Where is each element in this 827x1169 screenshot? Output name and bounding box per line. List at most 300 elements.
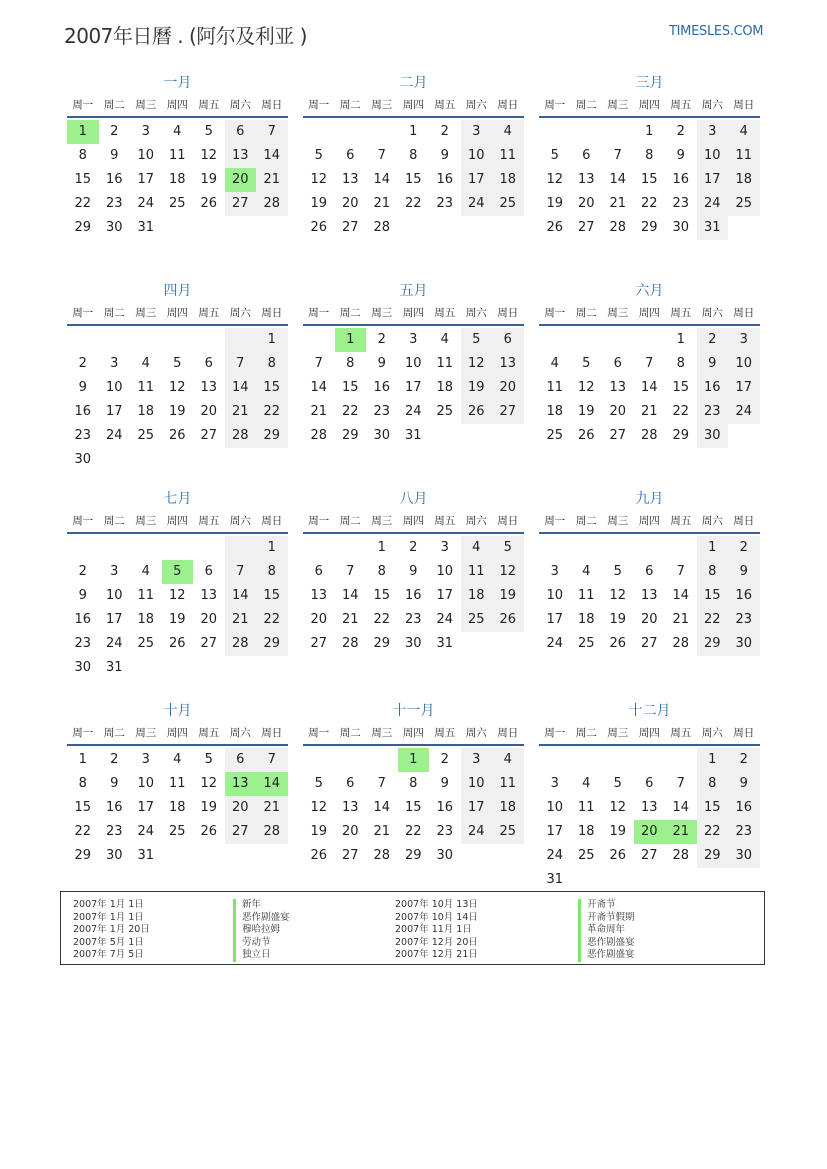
day-cell: 6 [225, 748, 257, 772]
page-title: 2007年日曆 . (阿尔及利亚 ) [64, 24, 307, 48]
weekday-label: 周四 [166, 727, 188, 739]
weekday-label: 周一 [72, 515, 94, 527]
legend-date: 2007年 7月 5日 [73, 949, 144, 961]
day-cell: 19 [609, 824, 627, 839]
day-cell: 24 [697, 192, 729, 216]
empty-cell [130, 328, 162, 352]
weekday-label: 周四 [166, 99, 188, 111]
weekday-label: 周五 [198, 99, 220, 111]
day-cell: 31 [697, 216, 729, 240]
day-cell: 11 [577, 800, 595, 815]
day-cell: 8 [377, 564, 386, 579]
day-cell: 10 [105, 380, 123, 395]
day-cell: 5 [550, 148, 559, 163]
weekday-label: 周一 [72, 99, 94, 111]
legend-date: 2007年 1月 1日 [73, 899, 144, 910]
weekday-header [303, 722, 524, 746]
day-cell: 12 [168, 380, 186, 395]
day-cell: 30 [672, 220, 690, 235]
day-cell: 24 [546, 848, 564, 863]
day-cell: 16 [74, 612, 92, 627]
day-cell: 26 [609, 848, 627, 863]
month-title: 十一月 [392, 703, 435, 719]
legend-holiday-name: 恶作剧盛宴 [578, 949, 635, 962]
empty-cell [303, 120, 335, 144]
day-cell: 16 [728, 796, 760, 820]
weekday-label: 周六 [701, 307, 723, 319]
empty-cell [193, 536, 225, 560]
day-cell: 14 [609, 172, 627, 187]
day-cell: 5 [314, 148, 323, 163]
weekday-label: 周一 [72, 307, 94, 319]
day-cell: 17 [436, 588, 454, 603]
day-cell: 4 [440, 332, 449, 347]
day-cell: 1 [645, 124, 654, 139]
day-cell: 2 [110, 124, 119, 139]
day-cell: 25 [168, 824, 186, 839]
day-cell: 4 [582, 564, 591, 579]
weekday-label: 周二 [103, 99, 125, 111]
day-cell: 31 [137, 848, 155, 863]
month-title: 四月 [163, 283, 192, 299]
legend-date: 2007年 1月 1日 [73, 911, 144, 923]
day-cell: 31 [404, 428, 422, 443]
day-cell: 28 [373, 220, 391, 235]
day-cell: 9 [728, 772, 760, 796]
day-cell: 3 [550, 776, 559, 791]
weekday-label: 周三 [371, 99, 393, 111]
weekday-label: 周日 [733, 515, 755, 527]
day-cell: 12 [609, 800, 627, 815]
day-cell: 13 [200, 588, 218, 603]
day-cell: 11 [546, 380, 564, 395]
day-cell: 20 [200, 612, 218, 627]
day-cell: 3 [110, 356, 119, 371]
empty-cell [366, 748, 398, 772]
day-cell: 13 [341, 172, 359, 187]
day-cell: 19 [310, 196, 328, 211]
day-cell: 9 [377, 356, 386, 371]
day-cell: 30 [728, 632, 760, 656]
day-grid [67, 328, 288, 472]
day-cell: 27 [200, 636, 218, 651]
empty-cell [335, 536, 367, 560]
legend-date: 2007年 1月 20日 [73, 924, 150, 936]
weekday-label: 周三 [371, 727, 393, 739]
day-cell: 22 [640, 196, 658, 211]
day-cell: 1 [377, 540, 386, 555]
weekday-label: 周三 [607, 727, 629, 739]
day-cell: 27 [492, 400, 524, 424]
brand-link[interactable]: TIMESLES.COM [669, 24, 764, 39]
holiday-day-cell: 1 [67, 120, 99, 144]
day-cell: 12 [461, 352, 493, 376]
legend-date: 2007年 5月 1日 [73, 936, 144, 948]
day-cell: 25 [137, 428, 155, 443]
weekday-label: 周六 [229, 99, 251, 111]
day-cell: 18 [436, 380, 454, 395]
day-cell: 24 [137, 824, 155, 839]
weekday-label: 周五 [434, 99, 456, 111]
day-cell: 7 [676, 564, 685, 579]
day-cell: 2 [110, 752, 119, 767]
weekday-label: 周五 [434, 307, 456, 319]
weekday-label: 周二 [575, 99, 597, 111]
day-cell: 16 [436, 800, 454, 815]
empty-cell [634, 748, 666, 772]
day-cell: 12 [310, 172, 328, 187]
day-cell: 15 [74, 172, 92, 187]
holiday-day-cell: 20 [634, 820, 666, 844]
day-cell: 31 [546, 872, 564, 887]
empty-cell [303, 748, 335, 772]
day-cell: 5 [492, 536, 524, 560]
day-cell: 23 [436, 196, 454, 211]
day-cell: 26 [310, 848, 328, 863]
day-cell: 16 [672, 172, 690, 187]
month-title: 五月 [399, 283, 428, 299]
weekday-label: 周日 [261, 307, 283, 319]
day-cell: 28 [672, 636, 690, 651]
day-cell: 12 [200, 148, 218, 163]
day-cell: 19 [546, 196, 564, 211]
day-cell: 29 [697, 632, 729, 656]
day-cell: 14 [672, 800, 690, 815]
month-calendar [539, 72, 760, 280]
empty-cell [571, 748, 603, 772]
day-cell: 16 [105, 800, 123, 815]
weekday-label: 周一 [544, 515, 566, 527]
day-cell: 5 [461, 328, 493, 352]
day-cell: 28 [373, 848, 391, 863]
day-cell: 30 [74, 660, 92, 675]
day-cell: 17 [105, 612, 123, 627]
month-title: 七月 [163, 491, 192, 507]
day-cell: 14 [256, 144, 288, 168]
day-cell: 22 [697, 820, 729, 844]
weekday-label: 周四 [402, 99, 424, 111]
day-cell: 18 [577, 612, 595, 627]
day-cell: 29 [74, 848, 92, 863]
day-cell: 18 [168, 172, 186, 187]
day-cell: 24 [461, 820, 493, 844]
day-cell: 26 [200, 196, 218, 211]
day-cell: 5 [613, 564, 622, 579]
weekday-label: 周六 [465, 727, 487, 739]
weekday-label: 周三 [135, 727, 157, 739]
day-cell: 12 [546, 172, 564, 187]
day-cell: 14 [672, 588, 690, 603]
weekday-label: 周日 [261, 515, 283, 527]
day-cell: 6 [346, 148, 355, 163]
weekday-header [67, 302, 288, 326]
day-cell: 18 [461, 584, 493, 608]
day-cell: 29 [256, 424, 288, 448]
day-cell: 6 [613, 356, 622, 371]
day-cell: 9 [440, 776, 449, 791]
legend-holiday-name: 恶作剧盛宴 [578, 937, 635, 950]
day-cell: 14 [225, 376, 257, 400]
day-grid [67, 536, 288, 680]
day-cell: 2 [409, 540, 418, 555]
weekday-label: 周六 [701, 727, 723, 739]
day-cell: 22 [256, 400, 288, 424]
weekday-header [539, 722, 760, 746]
day-cell: 29 [256, 632, 288, 656]
day-cell: 1 [409, 124, 418, 139]
day-cell: 14 [373, 172, 391, 187]
day-cell: 18 [137, 612, 155, 627]
day-cell: 27 [577, 220, 595, 235]
empty-cell [99, 536, 131, 560]
empty-cell [634, 328, 666, 352]
day-cell: 9 [409, 564, 418, 579]
day-cell: 8 [697, 560, 729, 584]
day-cell: 11 [168, 148, 186, 163]
day-cell: 22 [404, 196, 422, 211]
day-cell: 17 [461, 796, 493, 820]
day-grid [303, 748, 524, 868]
day-cell: 23 [74, 428, 92, 443]
month-calendar [67, 700, 288, 912]
day-cell: 21 [373, 196, 391, 211]
day-cell: 28 [256, 192, 288, 216]
day-cell: 14 [640, 380, 658, 395]
holiday-day-cell: 5 [162, 560, 194, 584]
day-cell: 4 [492, 120, 524, 144]
day-cell: 2 [440, 752, 449, 767]
weekday-label: 周日 [733, 99, 755, 111]
day-cell: 6 [645, 564, 654, 579]
day-cell: 25 [728, 192, 760, 216]
day-cell: 26 [168, 428, 186, 443]
day-cell: 3 [440, 540, 449, 555]
day-cell: 24 [105, 636, 123, 651]
day-cell: 4 [550, 356, 559, 371]
day-cell: 3 [461, 748, 493, 772]
day-cell: 19 [577, 404, 595, 419]
legend-names-left [233, 899, 290, 962]
day-cell: 6 [492, 328, 524, 352]
day-cell: 31 [137, 220, 155, 235]
day-cell: 5 [314, 776, 323, 791]
day-cell: 5 [204, 752, 213, 767]
weekday-label: 周三 [371, 307, 393, 319]
weekday-label: 周日 [733, 307, 755, 319]
day-cell: 7 [225, 560, 257, 584]
weekday-label: 周一 [308, 307, 330, 319]
weekday-header [539, 510, 760, 534]
month-title: 六月 [635, 283, 664, 299]
day-cell: 31 [436, 636, 454, 651]
day-cell: 20 [640, 612, 658, 627]
day-cell: 19 [168, 612, 186, 627]
day-cell: 21 [373, 824, 391, 839]
weekday-label: 周四 [638, 307, 660, 319]
day-cell: 18 [492, 168, 524, 192]
weekday-label: 周一 [544, 99, 566, 111]
day-cell: 8 [409, 148, 418, 163]
weekday-label: 周五 [198, 307, 220, 319]
day-cell: 6 [645, 776, 654, 791]
day-cell: 7 [346, 564, 355, 579]
legend-holiday-name: 开斋节假期 [578, 912, 635, 925]
day-cell: 11 [436, 356, 454, 371]
day-cell: 24 [728, 400, 760, 424]
day-cell: 8 [645, 148, 654, 163]
month-calendar [539, 700, 760, 912]
month-title: 十二月 [628, 703, 671, 719]
weekday-header [539, 94, 760, 118]
day-cell: 5 [173, 356, 182, 371]
legend-holiday-name: 新年 [233, 899, 290, 912]
day-cell: 23 [697, 400, 729, 424]
day-cell: 15 [341, 380, 359, 395]
legend-date: 2007年 12月 20日 [395, 936, 478, 948]
day-cell: 15 [256, 584, 288, 608]
month-calendar [303, 488, 524, 700]
day-cell: 24 [404, 404, 422, 419]
weekday-header [539, 302, 760, 326]
day-cell: 16 [728, 584, 760, 608]
day-cell: 26 [168, 636, 186, 651]
day-cell: 28 [256, 820, 288, 844]
day-cell: 21 [256, 796, 288, 820]
day-cell: 15 [672, 380, 690, 395]
day-cell: 2 [440, 124, 449, 139]
weekday-header [303, 510, 524, 534]
day-cell: 16 [74, 404, 92, 419]
weekday-header [67, 722, 288, 746]
day-cell: 3 [728, 328, 760, 352]
day-cell: 10 [137, 148, 155, 163]
day-cell: 21 [225, 608, 257, 632]
day-cell: 18 [546, 404, 564, 419]
day-cell: 16 [373, 380, 391, 395]
day-cell: 22 [404, 824, 422, 839]
day-cell: 9 [78, 588, 87, 603]
holiday-day-cell: 14 [256, 772, 288, 796]
day-cell: 23 [105, 824, 123, 839]
day-cell: 8 [676, 356, 685, 371]
empty-cell [225, 328, 257, 352]
weekday-label: 周日 [497, 727, 519, 739]
day-cell: 23 [404, 612, 422, 627]
empty-cell [539, 120, 571, 144]
weekday-label: 周三 [371, 515, 393, 527]
day-cell: 15 [74, 800, 92, 815]
day-cell: 16 [697, 376, 729, 400]
day-cell: 28 [225, 632, 257, 656]
legend-dates-right [395, 899, 478, 962]
day-cell: 17 [137, 800, 155, 815]
day-cell: 6 [225, 120, 257, 144]
day-cell: 14 [341, 588, 359, 603]
day-cell: 9 [440, 148, 449, 163]
day-cell: 25 [168, 196, 186, 211]
day-cell: 30 [404, 636, 422, 651]
holiday-day-cell: 1 [335, 328, 367, 352]
day-cell: 19 [168, 404, 186, 419]
empty-cell [602, 536, 634, 560]
day-cell: 15 [404, 800, 422, 815]
empty-cell [225, 536, 257, 560]
day-cell: 1 [256, 328, 288, 352]
day-grid [303, 120, 524, 240]
day-cell: 30 [697, 424, 729, 448]
day-cell: 4 [492, 748, 524, 772]
day-cell: 24 [137, 196, 155, 211]
weekday-label: 周四 [638, 727, 660, 739]
day-cell: 6 [314, 564, 323, 579]
day-cell: 13 [577, 172, 595, 187]
month-title: 二月 [399, 75, 428, 91]
day-cell: 4 [173, 124, 182, 139]
day-cell: 29 [672, 428, 690, 443]
day-cell: 25 [577, 848, 595, 863]
weekday-label: 周五 [670, 727, 692, 739]
day-cell: 23 [373, 404, 391, 419]
legend-holiday-name: 穆哈拉姆 [233, 924, 290, 937]
day-cell: 28 [341, 636, 359, 651]
day-cell: 12 [609, 588, 627, 603]
day-cell: 11 [137, 380, 155, 395]
day-cell: 26 [609, 636, 627, 651]
weekday-label: 周三 [135, 99, 157, 111]
day-cell: 19 [310, 824, 328, 839]
day-cell: 17 [546, 612, 564, 627]
day-cell: 8 [78, 776, 87, 791]
day-cell: 30 [373, 428, 391, 443]
day-cell: 27 [640, 848, 658, 863]
day-cell: 14 [225, 584, 257, 608]
month-title: 三月 [635, 75, 664, 91]
day-cell: 11 [168, 776, 186, 791]
day-cell: 30 [105, 220, 123, 235]
weekday-label: 周五 [434, 515, 456, 527]
weekday-label: 周二 [339, 307, 361, 319]
day-grid [67, 120, 288, 240]
weekday-label: 周六 [465, 307, 487, 319]
day-cell: 26 [461, 400, 493, 424]
day-cell: 20 [225, 796, 257, 820]
day-cell: 25 [546, 428, 564, 443]
day-cell: 15 [697, 796, 729, 820]
day-cell: 10 [728, 352, 760, 376]
legend-holiday-name: 独立日 [233, 949, 290, 962]
month-calendar [303, 72, 524, 280]
weekday-label: 周三 [607, 307, 629, 319]
weekday-label: 周四 [166, 307, 188, 319]
day-cell: 16 [436, 172, 454, 187]
weekday-label: 周四 [402, 515, 424, 527]
day-cell: 30 [105, 848, 123, 863]
day-cell: 7 [256, 120, 288, 144]
day-cell: 2 [676, 124, 685, 139]
month-title: 十月 [163, 703, 192, 719]
day-cell: 1 [78, 752, 87, 767]
day-cell: 6 [582, 148, 591, 163]
empty-cell [539, 748, 571, 772]
day-cell: 10 [105, 588, 123, 603]
day-cell: 30 [728, 844, 760, 868]
day-cell: 1 [697, 748, 729, 772]
day-cell: 26 [200, 824, 218, 839]
day-cell: 10 [404, 356, 422, 371]
day-cell: 27 [225, 820, 257, 844]
legend-holiday-name: 革命周年 [578, 924, 635, 937]
day-cell: 27 [609, 428, 627, 443]
